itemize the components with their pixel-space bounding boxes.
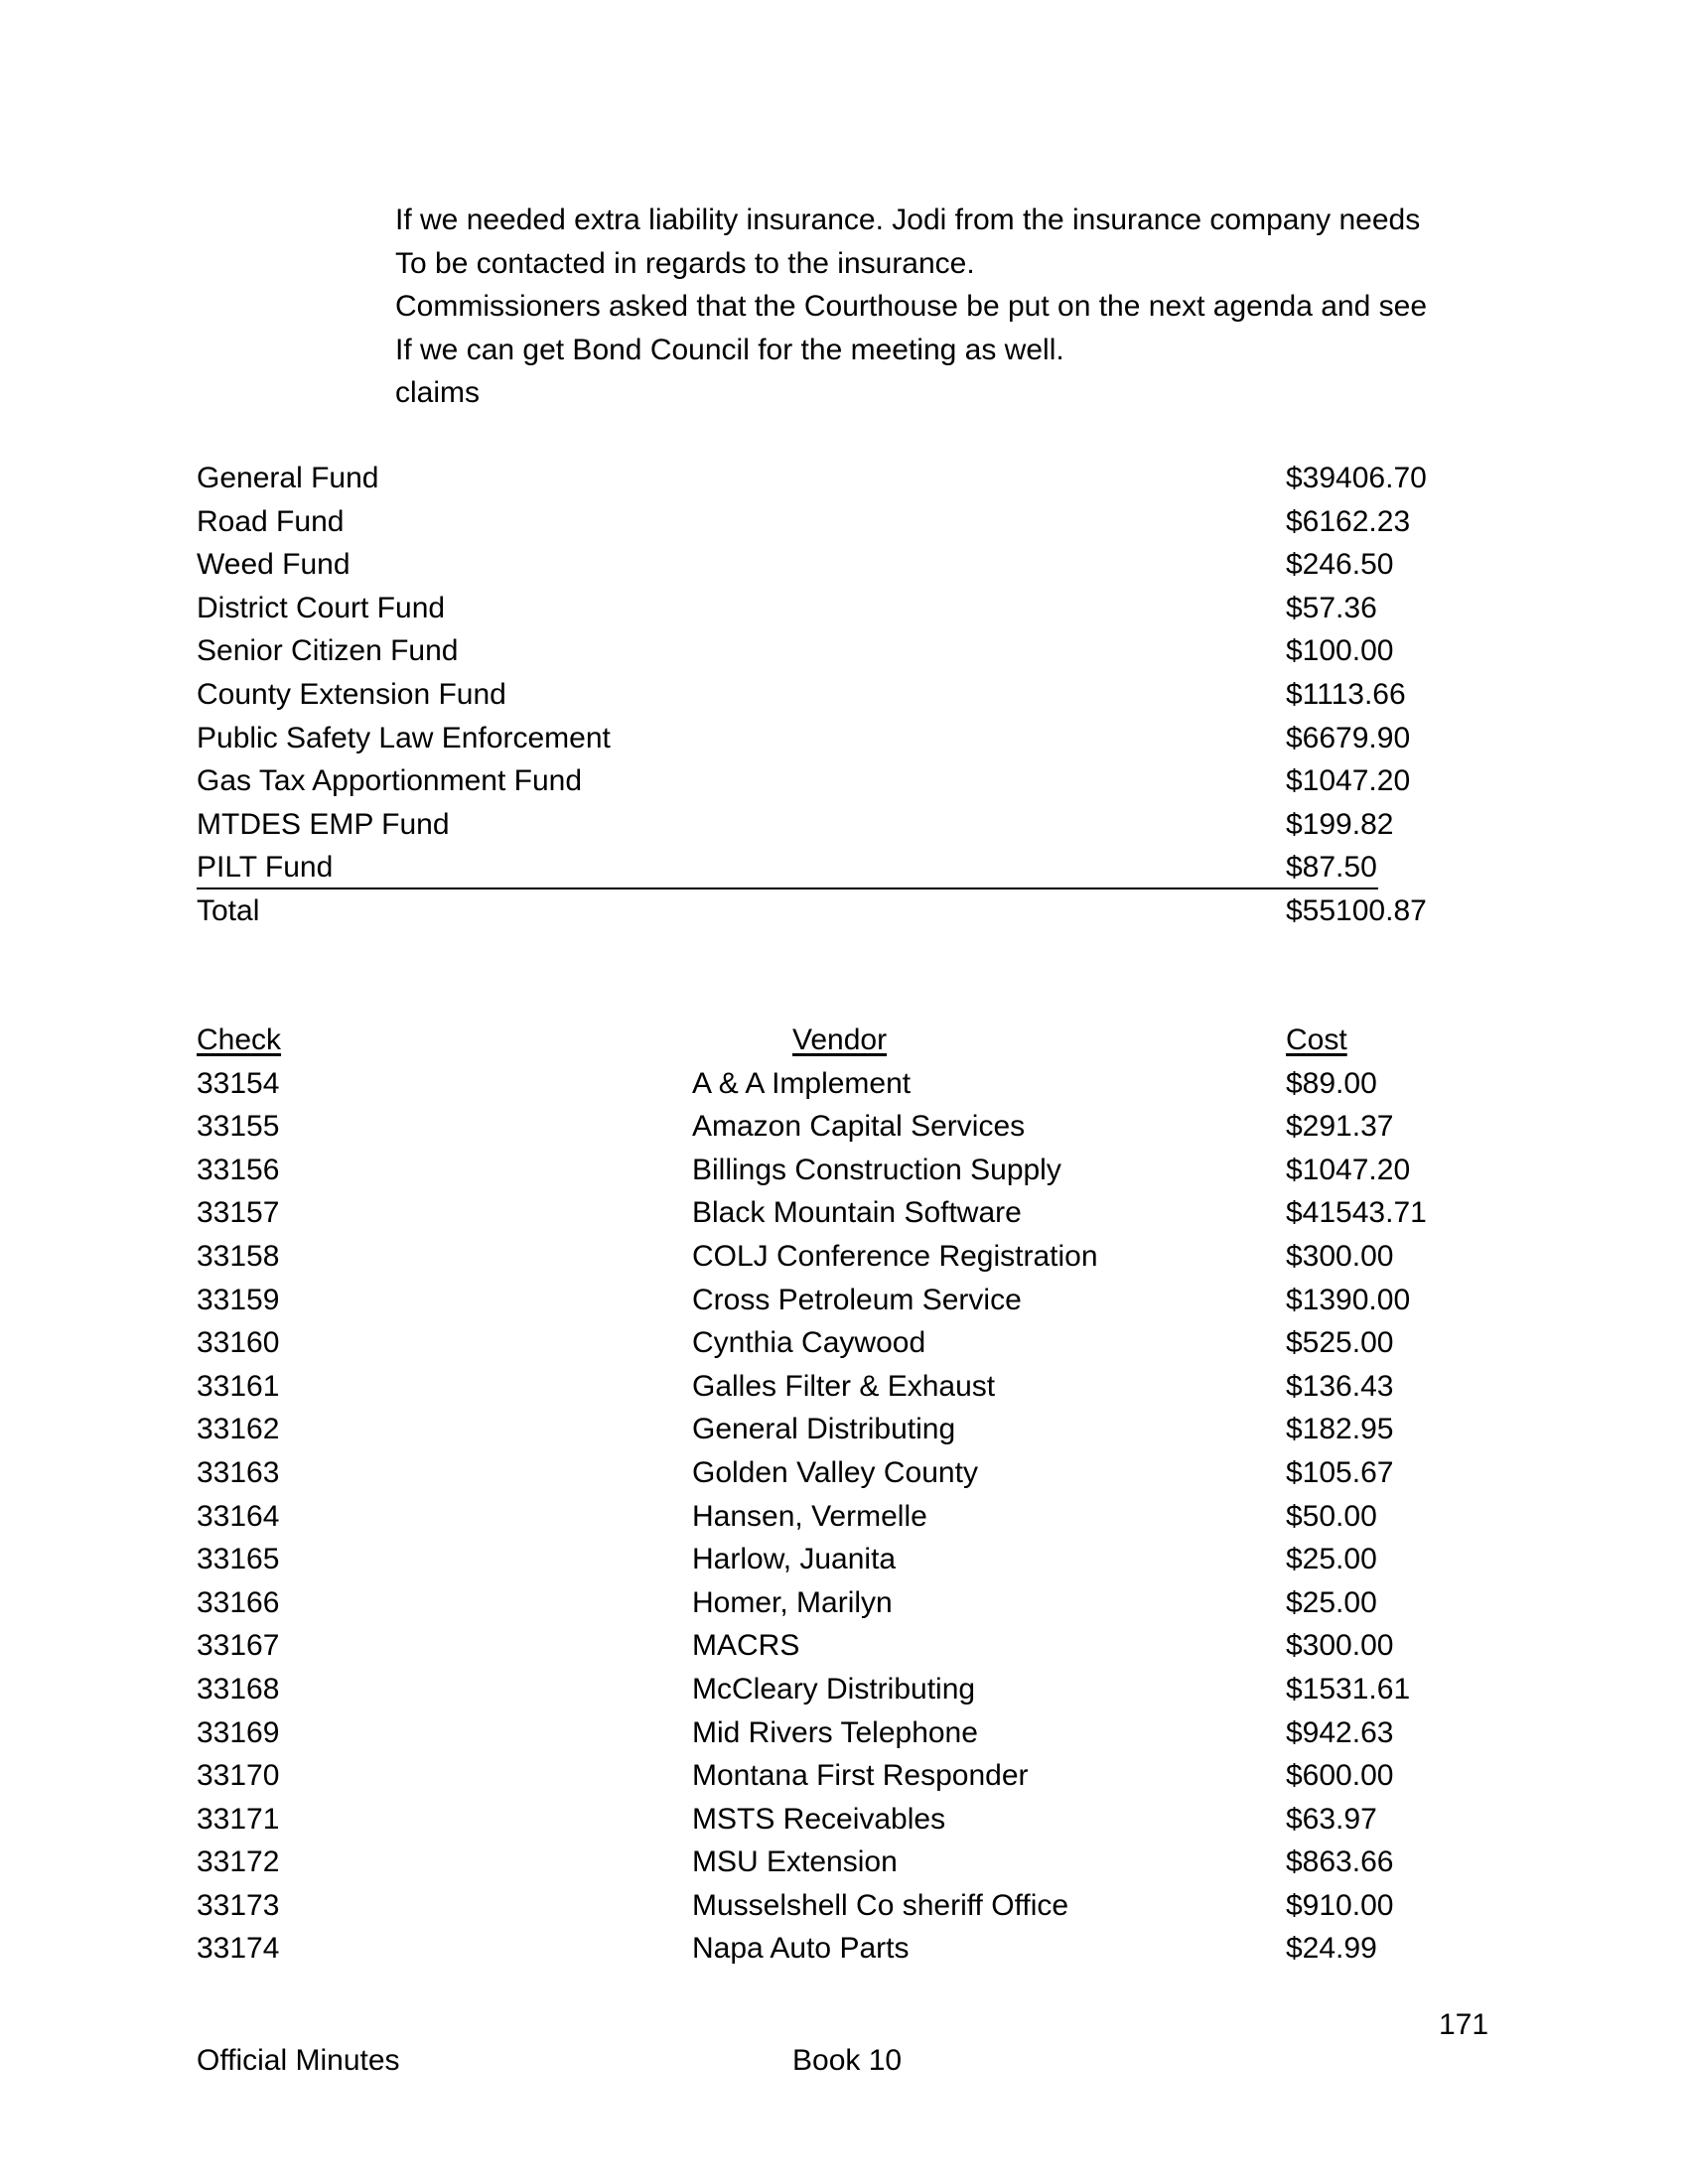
fund-amount: $6162.23 xyxy=(1286,504,1411,538)
check-cost: $300.00 xyxy=(1286,1629,1394,1663)
header-cost: Cost xyxy=(1286,1024,1347,1056)
check-cost: $1047.20 xyxy=(1286,1153,1411,1186)
fund-row-last-with-rule xyxy=(197,846,1378,889)
table-row xyxy=(197,1495,1448,1539)
fund-name: General Fund xyxy=(197,462,379,494)
fund-name: MTDES EMP Fund xyxy=(197,807,450,841)
check-number: 33167 xyxy=(197,1629,280,1663)
check-number: 33158 xyxy=(197,1239,280,1273)
table-row xyxy=(197,1927,1448,1971)
check-number: 33155 xyxy=(197,1110,280,1144)
vendor-name: MSU Extension xyxy=(692,1845,898,1879)
check-number: 33156 xyxy=(197,1153,280,1186)
table-row xyxy=(197,1711,1448,1755)
header-check: Check xyxy=(197,1024,282,1056)
fund-name: Gas Tax Apportionment Fund xyxy=(197,764,583,798)
check-cost: $300.00 xyxy=(1286,1239,1394,1273)
table-row xyxy=(197,1624,1448,1668)
vendor-name: COLJ Conference Registration xyxy=(692,1239,1098,1273)
vendor-name: Musselshell Co sheriff Office xyxy=(692,1888,1069,1922)
fund-amount: $1113.66 xyxy=(1286,677,1406,711)
vendor-name: Hansen, Vermelle xyxy=(692,1499,927,1533)
fund-row xyxy=(197,803,1448,847)
check-cost: $105.67 xyxy=(1286,1455,1394,1489)
vendor-name: Cynthia Caywood xyxy=(692,1326,926,1360)
total-amount: $55100.87 xyxy=(1286,893,1427,927)
table-row xyxy=(197,1451,1448,1495)
table-row xyxy=(197,1581,1448,1625)
table-row xyxy=(197,1105,1448,1149)
check-cost: $25.00 xyxy=(1286,1543,1377,1576)
check-cost: $25.00 xyxy=(1286,1585,1377,1619)
check-cost: $136.43 xyxy=(1286,1369,1394,1403)
check-cost: $63.97 xyxy=(1286,1802,1377,1836)
fund-name: District Court Fund xyxy=(197,591,446,624)
fund-amount: $57.36 xyxy=(1286,591,1377,624)
check-cost: $89.00 xyxy=(1286,1066,1377,1100)
vendor-name: Cross Petroleum Service xyxy=(692,1283,1022,1316)
check-cost: $41543.71 xyxy=(1286,1196,1427,1230)
footer-center-text: Book 10 xyxy=(792,2044,903,2077)
table-row xyxy=(197,1279,1448,1322)
vendor-name: General Distributing xyxy=(692,1413,956,1446)
table-row xyxy=(197,1754,1448,1798)
intro-line: If we can get Bond Council for the meeting as well. xyxy=(395,333,1064,366)
page-number: 171 xyxy=(1439,2008,1489,2041)
footer-left-text: Official Minutes xyxy=(197,2044,400,2077)
check-cost: $863.66 xyxy=(1286,1845,1394,1879)
check-cost: $24.99 xyxy=(1286,1932,1377,1966)
check-cost: $600.00 xyxy=(1286,1759,1394,1793)
table-row xyxy=(197,1365,1448,1409)
vendor-name: Mid Rivers Telephone xyxy=(692,1715,978,1749)
check-number: 33172 xyxy=(197,1845,280,1879)
total-label: Total xyxy=(197,893,260,927)
check-number: 33173 xyxy=(197,1888,280,1922)
checks-header-row xyxy=(197,1019,1448,1062)
check-number: 33160 xyxy=(197,1326,280,1360)
fund-row xyxy=(197,587,1448,630)
check-number: 33165 xyxy=(197,1543,280,1576)
check-cost: $910.00 xyxy=(1286,1888,1394,1922)
table-row xyxy=(197,1408,1448,1451)
fund-amount: $246.50 xyxy=(1286,548,1394,582)
header-vendor: Vendor xyxy=(792,1024,888,1056)
checks-table xyxy=(197,1019,1448,1971)
vendor-name: Black Mountain Software xyxy=(692,1196,1022,1230)
vendor-name: McCleary Distributing xyxy=(692,1672,976,1706)
fund-amount: $87.50 xyxy=(1286,851,1377,885)
check-cost: $50.00 xyxy=(1286,1499,1377,1533)
fund-row xyxy=(197,629,1448,673)
fund-name: County Extension Fund xyxy=(197,677,506,711)
intro-paragraph xyxy=(395,199,1487,415)
check-cost: $1390.00 xyxy=(1286,1283,1411,1316)
check-cost: $942.63 xyxy=(1286,1715,1394,1749)
fund-name: PILT Fund xyxy=(197,851,334,885)
check-number: 33159 xyxy=(197,1283,280,1316)
fund-row xyxy=(197,543,1448,587)
check-cost: $182.95 xyxy=(1286,1413,1394,1446)
table-row xyxy=(197,1884,1448,1928)
table-row xyxy=(197,1191,1448,1235)
check-number: 33163 xyxy=(197,1455,280,1489)
check-number: 33171 xyxy=(197,1802,280,1836)
vendor-name: MSTS Receivables xyxy=(692,1802,946,1836)
fund-row xyxy=(197,759,1448,803)
check-number: 33174 xyxy=(197,1932,280,1966)
fund-amount: $1047.20 xyxy=(1286,764,1411,798)
table-row xyxy=(197,1798,1448,1842)
vendor-name: MACRS xyxy=(692,1629,800,1663)
table-row xyxy=(197,1321,1448,1365)
check-number: 33164 xyxy=(197,1499,280,1533)
fund-name: Senior Citizen Fund xyxy=(197,634,459,668)
check-cost: $525.00 xyxy=(1286,1326,1394,1360)
check-number: 33161 xyxy=(197,1369,280,1403)
fund-name: Weed Fund xyxy=(197,548,351,582)
table-row xyxy=(197,1235,1448,1279)
vendor-name: Golden Valley County xyxy=(692,1455,978,1489)
vendor-name: Montana First Responder xyxy=(692,1759,1029,1793)
check-number: 33169 xyxy=(197,1715,280,1749)
fund-row xyxy=(197,717,1448,760)
vendor-name: Amazon Capital Services xyxy=(692,1110,1026,1144)
fund-name: Public Safety Law Enforcement xyxy=(197,721,611,754)
table-row xyxy=(197,1149,1448,1192)
vendor-name: A & A Implement xyxy=(692,1066,912,1100)
check-number: 33154 xyxy=(197,1066,280,1100)
check-number: 33166 xyxy=(197,1585,280,1619)
fund-amount: $39406.70 xyxy=(1286,462,1427,494)
table-row xyxy=(197,1062,1448,1106)
fund-total-row xyxy=(197,889,1448,933)
intro-line: To be contacted in regards to the insurance. xyxy=(395,246,975,280)
table-row xyxy=(197,1668,1448,1711)
check-cost: $1531.61 xyxy=(1286,1672,1411,1706)
intro-line: claims xyxy=(395,376,481,410)
fund-name: Road Fund xyxy=(197,504,345,538)
vendor-name: Harlow, Juanita xyxy=(692,1543,897,1576)
intro-line: If we needed extra liability insurance. Jodi from the insurance company needs xyxy=(395,204,1421,236)
fund-row xyxy=(197,673,1448,717)
vendor-name: Napa Auto Parts xyxy=(692,1932,910,1966)
intro-line: Commissioners asked that the Courthouse be put on the next agenda and see xyxy=(395,290,1427,324)
fund-amount: $100.00 xyxy=(1286,634,1394,668)
fund-amount: $199.82 xyxy=(1286,807,1394,841)
table-row xyxy=(197,1538,1448,1581)
check-number: 33170 xyxy=(197,1759,280,1793)
check-number: 33168 xyxy=(197,1672,280,1706)
vendor-name: Billings Construction Supply xyxy=(692,1153,1061,1186)
check-cost: $291.37 xyxy=(1286,1110,1394,1144)
vendor-name: Galles Filter & Exhaust xyxy=(692,1369,996,1403)
fund-summary xyxy=(197,457,1448,933)
vendor-name: Homer, Marilyn xyxy=(692,1585,893,1619)
fund-row xyxy=(197,457,1448,500)
check-number: 33157 xyxy=(197,1196,280,1230)
check-number: 33162 xyxy=(197,1413,280,1446)
checks-body xyxy=(197,1062,1448,1971)
fund-amount: $6679.90 xyxy=(1286,721,1411,754)
table-row xyxy=(197,1841,1448,1884)
fund-row xyxy=(197,500,1448,544)
